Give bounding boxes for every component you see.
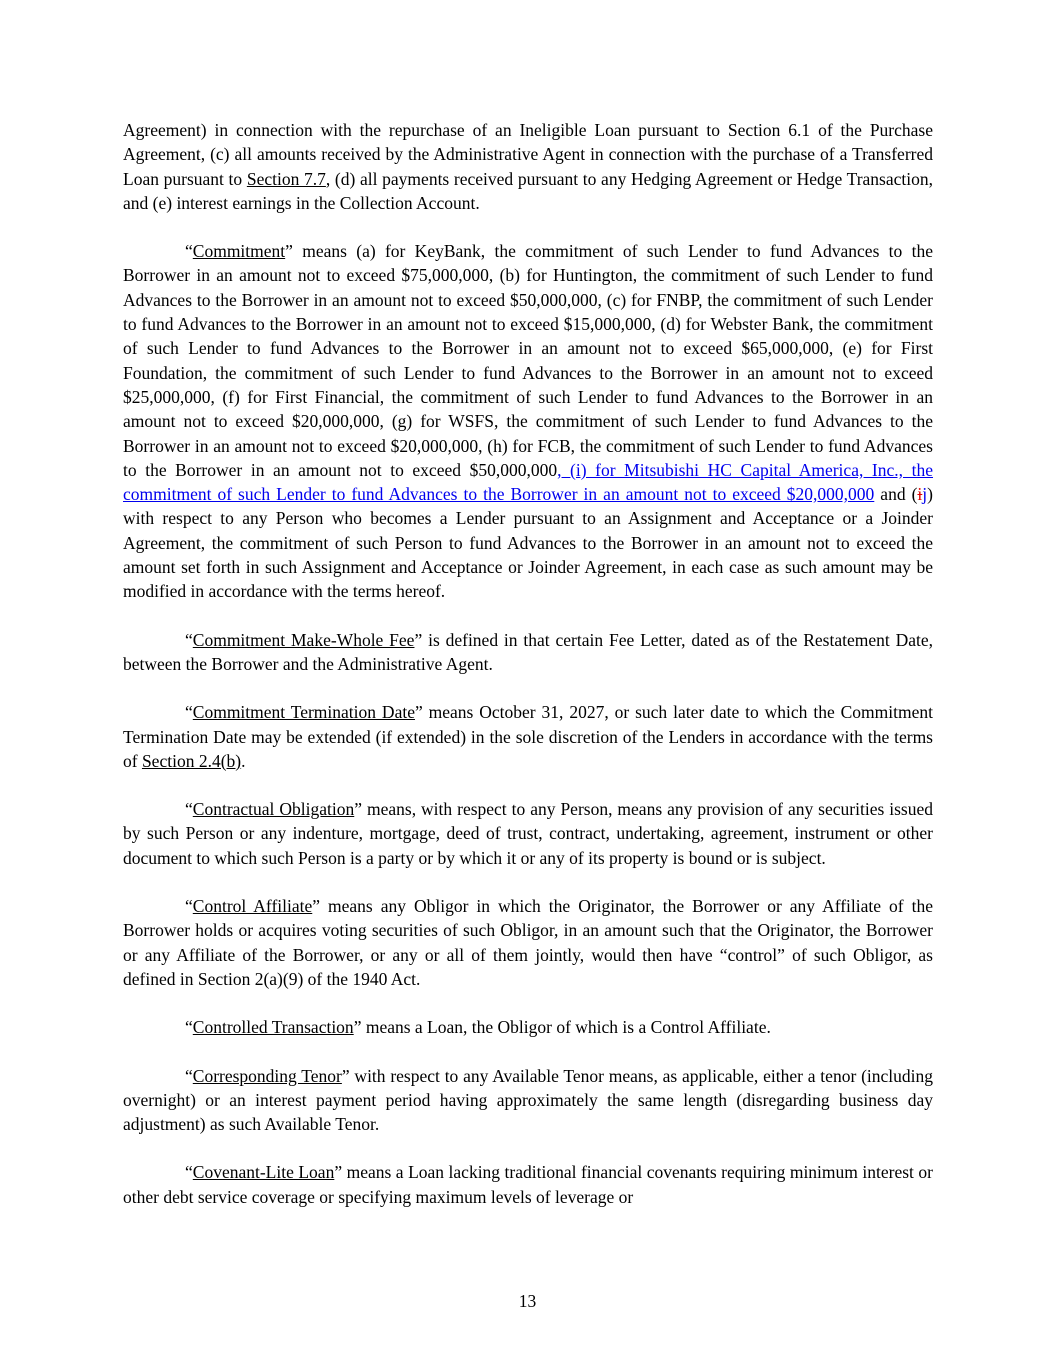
open-quote: “ — [185, 241, 193, 262]
paragraph-control-affiliate-definition — [123, 894, 933, 991]
body-text: ” means a Loan lacking traditional financial covenants requiring minimum interest or other debt service coverage or specifying maximum levels of leverage or — [123, 1162, 933, 1207]
body-text: . — [241, 750, 246, 771]
paragraph-contractual-obligation-definition — [123, 797, 933, 870]
paragraph-corresponding-tenor-definition — [123, 1064, 933, 1137]
defined-term: Commitment — [192, 241, 286, 262]
paragraph-commitment-make-whole-fee-definition — [123, 628, 933, 677]
paragraph-collection-account-continuation — [123, 118, 933, 215]
open-quote: “ — [185, 896, 193, 917]
body-text: , (d) all payments received pursuant to any Hedging Agreement or Hedge Transaction, and (e) interest earnings in the Collection Account. — [123, 168, 933, 213]
body-text: ) with respect to any Person who becomes a Lender pursuant to an Assignment and Acceptance or a Joinder Agreement, the commitment of such Person to fund Advances to the Borrower in an amount not to exceed the amount set forth in such Assignment and Acceptance or Joinder Agreement, in each case as such amount may be modified in accordance with the terms hereof. — [123, 484, 933, 602]
open-quote: “ — [185, 629, 193, 650]
paragraph-controlled-transaction-definition — [123, 1015, 933, 1039]
page-number: 13 — [518, 1290, 537, 1311]
body-text: ” means any Obligor in which the Originator, the Borrower or any Affiliate of the Borrower holds or acquires voting securities of such Obligor, in an amount such that the Originator, the Borrower or any Affiliate of the Borrower, or any or all of them jointly, would then have “control” of such Obligor, as defined in Section 2(a)(9) of the 1940 Act. — [123, 896, 933, 989]
body-text: Agreement) in connection with the repurchase of an Ineligible Loan pursuant to Section 6.1 of the Purchase Agreement, (c) all amounts received by the Administrative Agent in connection with the purchase of a Transferred Loan pursuant to — [123, 120, 933, 189]
open-quote: “ — [185, 1017, 193, 1038]
open-quote: “ — [185, 1065, 193, 1086]
body-text: ” means, with respect to any Person, means any provision of any securities issued by such Person or any indenture, mortgage, deed of trust, contract, undertaking, agreement, instrument or other document to which such Person is a party or by which it or any of its property is bound or is subject. — [123, 799, 933, 868]
body-text: ” means October 31, 2027, or such later date to which the Commitment Termination Date may be extended (if extended) in the sole discretion of the Lenders in accordance with the terms of — [123, 702, 933, 771]
inserted-text: , (i) for Mitsubishi HC Capital America, Inc., the commitment of such Lender to fund Advances to the Borrower in an amount not to exceed $20,000,000 — [123, 459, 933, 505]
defined-term: Controlled Transaction — [192, 1017, 354, 1038]
body-text: ” means a Loan, the Obligor of which is a Control Affiliate. — [353, 1017, 771, 1038]
inserted-text: j — [922, 484, 928, 505]
paragraph-commitment-termination-date-definition — [123, 700, 933, 773]
body-text: ” with respect to any Available Tenor means, as applicable, either a tenor (including overnight) or an interest payment period having approximately the same length (disregarding business day adjustment) as such Available Tenor. — [123, 1065, 933, 1135]
paragraph-covenant-lite-loan-definition — [123, 1160, 933, 1209]
defined-term: Commitment Termination Date — [192, 702, 415, 723]
open-quote: “ — [185, 799, 193, 820]
body-text: and ( — [874, 484, 918, 505]
section-reference: Section 2.4(b) — [141, 750, 242, 771]
paragraph-commitment-definition — [123, 239, 933, 603]
open-quote: “ — [185, 1162, 193, 1183]
defined-term: Control Affiliate — [192, 896, 313, 917]
defined-term: Covenant-Lite Loan — [192, 1162, 335, 1183]
defined-term: Commitment Make-Whole Fee — [192, 629, 415, 650]
open-quote: “ — [185, 702, 193, 723]
defined-term: Contractual Obligation — [192, 799, 355, 820]
body-text: ” means (a) for KeyBank, the commitment of such Lender to fund Advances to the Borrower in an amount not to exceed $75,000,000, (b) for Huntington, the commitment of such Lender to fund Advances to the Borrower in an amount not to exceed $50,000,000, (c) for FNBP, the commitment of such Lender to fund Advances to the Borrower in an amount not to exceed $15,000,000, (d) for Webster Bank, the commitment of such Lender to fund Advances to the Borrower in an amount not to exceed $65,000,000, (e) for First Foundation, the commitment of such Lender to fund Advances to the Borrower in an amount not to exceed $25,000,000, (f) for First Financial, the commitment of such Lender to fund Advances to the Borrower in an amount not to exceed $20,000,000, (g) for WSFS, the commitment of such Lender to fund Advances to the Borrower in an amount not to exceed $20,000,000, (h) for FCB, the commitment of such Lender to fund Advances to the Borrower in an amount not to exceed $50,000,000 — [123, 241, 933, 480]
section-reference: Section 7.7 — [246, 168, 326, 189]
defined-term: Corresponding Tenor — [192, 1065, 342, 1086]
deleted-text: i — [917, 484, 923, 505]
body-text: ” is defined in that certain Fee Letter, dated as of the Restatement Date, between the Borrower and the Administrative Agent. — [123, 629, 934, 674]
